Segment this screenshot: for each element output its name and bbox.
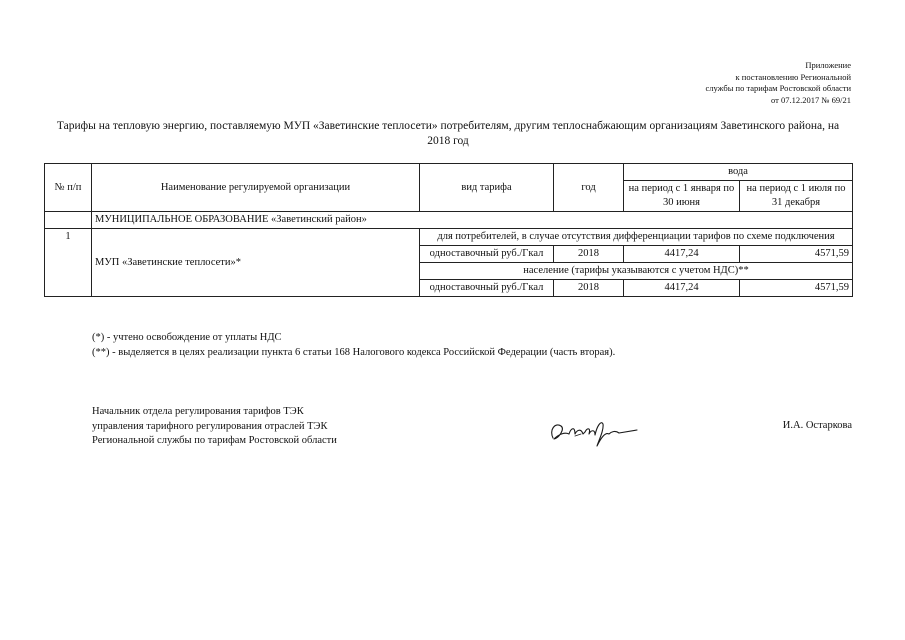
municipality-row [45, 212, 853, 229]
municipality-name: МУНИЦИПАЛЬНОЕ ОБРАЗОВАНИЕ «Заветинский район» [92, 212, 853, 229]
tariff-value-period-2: 4571,59 [740, 280, 853, 297]
appendix-header [591, 60, 851, 106]
header-num: № п/п [45, 164, 92, 212]
tariff-value-period-1: 4417,24 [624, 246, 740, 263]
tariff-year: 2018 [554, 246, 624, 263]
handwritten-signature [545, 412, 641, 452]
header-period-1: на период с 1 января по 30 июня [624, 181, 740, 212]
empty-cell [45, 212, 92, 229]
header-period-2: на период с 1 июля по 31 декабря [740, 181, 853, 212]
signer-title-line: управления тарифного регулирования отраслей ТЭК [92, 420, 328, 432]
tariff-value-period-1: 4417,24 [624, 280, 740, 297]
signer-block [92, 405, 337, 449]
tariff-year: 2018 [554, 280, 624, 297]
organization-name: МУП «Заветинские теплосети»* [92, 229, 420, 297]
tariff-value-period-2: 4571,59 [740, 246, 853, 263]
tariff-type: одноставочный руб./Гкал [420, 280, 554, 297]
row-number: 1 [45, 229, 92, 297]
appendix-line: службы по тарифам Ростовской области [705, 83, 851, 93]
appendix-line: от 07.12.2017 № 69/21 [771, 94, 851, 105]
table-header-row [45, 164, 853, 181]
signer-title-line: Региональной службы по тарифам Ростовской области [92, 435, 337, 446]
appendix-line: Приложение [805, 60, 851, 70]
table-row [45, 229, 853, 246]
section-population: население (тарифы указываются с учетом НДС)** [420, 263, 853, 280]
document-title: Тарифы на тепловую энергию, поставляемую МУП «Заветинские теплосети» потребителям, другим теплоснабжающим организациям Заветинского района, на 2018 год [56, 120, 840, 147]
footnote: (*) - учтено освобождение от уплаты НДС [92, 332, 282, 343]
header-org: Наименование регулируемой организации [92, 164, 420, 212]
footnote: (**) - выделяется в целях реализации пункта 6 статьи 168 Налогового кодекса Российской Федерации (часть вторая). [92, 347, 616, 358]
header-type: вид тарифа [420, 164, 554, 212]
appendix-line: к постановлению Региональной [735, 71, 851, 82]
tariff-table [44, 163, 853, 297]
tariff-type: одноставочный руб./Гкал [420, 246, 554, 263]
section-consumers: для потребителей, в случае отсутствия дифференциации тарифов по схеме подключения [420, 229, 853, 246]
signer-name: И.А. Остаркова [782, 420, 852, 431]
header-year: год [554, 164, 624, 212]
footnotes [92, 330, 615, 360]
signer-title-line: Начальник отдела регулирования тарифов ТЭК [92, 406, 304, 417]
header-water: вода [624, 164, 853, 181]
